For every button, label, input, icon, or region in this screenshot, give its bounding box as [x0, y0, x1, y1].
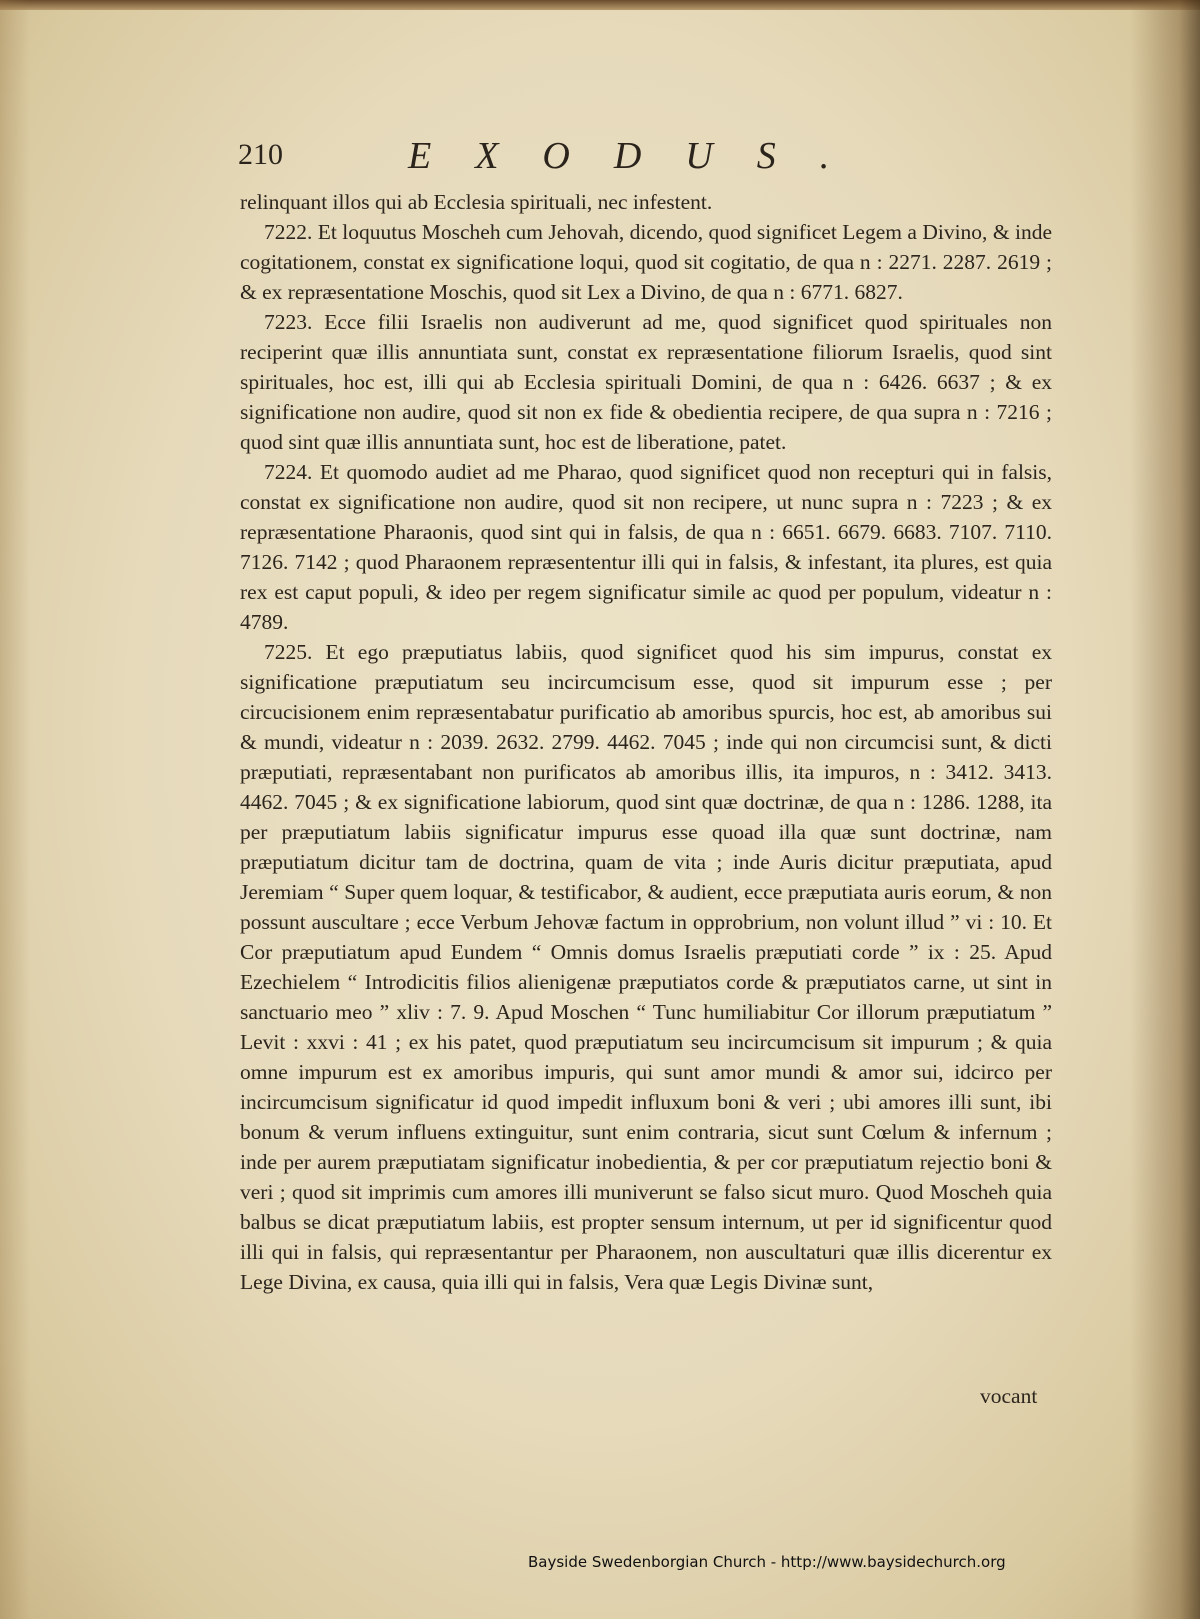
- main-text: [240, 187, 1052, 1297]
- page-number: 210: [238, 138, 283, 171]
- page-header: [238, 134, 1048, 182]
- page-binding-shadow: [1130, 0, 1200, 1619]
- paragraph-7224: 7224. Et quomodo audiet ad me Pharao, quod significet quod non recepturi qui in falsis, constat ex significatione non audire, quod sit non recipere, ut nunc supra n : 7223 ; & ex repræsentatione Pharaonis, quod sint qui in falsis, de qua n : 6651. 6679. 6683. 7107. 7110. 7126. 7142 ; quod Pharaonem repræsententur illi qui in falsis, & infestant, ita plures, est quia rex est caput populi, & ideo per regem significatur simile ac quod per populum, videatur n : 4789.: [240, 460, 1052, 634]
- paragraph-continuation: relinquant illos qui ab Ecclesia spirituali, nec infestent.: [240, 190, 713, 214]
- catchword: vocant: [980, 1384, 1038, 1408]
- running-title: EXODUS.: [408, 135, 874, 177]
- footer-credit: Bayside Swedenborgian Church - http://www.baysidechurch.org: [528, 1553, 1006, 1571]
- paragraph-7223: 7223. Ecce filii Israelis non audiverunt ad me, quod significet quod spirituales non reciperint quæ illis annuntiata sunt, constat ex repræsentatione filiorum Israelis, quod sint spirituales, hoc est, illi qui ab Ecclesia spirituali Domini, de qua n : 6426. 6637 ; & ex significatione non audire, quod sit non ex fide & obedientia recipere, de qua supra n : 7216 ; quod sint quæ illis annuntiata sunt, hoc est de liberatione, patet.: [240, 310, 1052, 454]
- page-left-shadow: [0, 0, 30, 1619]
- paragraph-7225: 7225. Et ego præputiatus labiis, quod significet quod his sim impurus, constat ex significatione præputiatum seu incircumcisum esse, quod sit impurum esse ; per circucisionem enim repræsentabatur purificatio ab amoribus spurcis, hoc est, ab amoribus sui & mundi, videatur n : 2039. 2632. 2799. 4462. 7045 ; inde qui non circumcisi sunt, & dicti præputiati, repræsentabant non purificatos ab amoribus illis, ita impuros, n : 3412. 3413. 4462. 7045 ; & ex significatione labiorum, quod sint quæ doctrinæ, de qua n : 1286. 1288, ita per præputiatum labiis significatur impurus esse quoad illa quæ sunt doctrinæ, nam præputiatum dicitur tam de doctrina, quam de vita ; inde Auris dicitur præputiata, apud Jeremiam “ Super quem loquar, & testificabor, & audient, ecce præputiata auris eorum, & non possunt auscultare ; ecce Verbum Jehovæ factum in opprobrium, non volunt illud ” vi : 10. Et Cor præputiatum apud Eundem “ Omnis domus Israelis præputiati corde ” ix : 25. Apud Ezechielem “ Introdicitis filios alienigenæ præputiatos corde & præputiatos carne, ut sint in sanctuario meo ” xliv : 7. 9. Apud Moschen “ Tunc humiliabitur Cor illorum præputiatum ” Levit : xxvi : 41 ; ex his patet, quod præputiatum seu incircumcisum sit impurum ; & quia omne impurum est ex amoribus impuris, qui sunt amor mundi & amor sui, idcirco per incircumcisum significatur id quod impedit influxum boni & veri ; ubi amores illi sunt, ibi bonum & verum influens extinguitur, sunt enim contraria, sicut sunt Cœlum & infernum ; inde per aurem præputiatam significatur inobedientia, & per cor præputiatum rejectio boni & veri ; quod sit imprimis cum amores illi muniverunt se falso sicut muro. Quod Moscheh quia balbus se dicat præputiatum labiis, est propter sensum internum, ut per id significentur quod illi qui in falsis, qui repræsentantur per Pharaonem, non auscultaturi quæ illis dicerentur ex Lege Divina, ex causa, quia illi qui in falsis, Vera quæ Legis Divinæ sunt,: [240, 640, 1052, 1294]
- page-top-edge: [0, 0, 1200, 10]
- paragraph-7222: 7222. Et loquutus Moscheh cum Jehovah, dicendo, quod significet Legem a Divino, & inde cogitationem, constat ex significatione loqui, quod sit cogitatio, de qua n : 2271. 2287. 2619 ; & ex repræsentatione Moschis, quod sit Lex a Divino, de qua n : 6771. 6827.: [240, 220, 1052, 304]
